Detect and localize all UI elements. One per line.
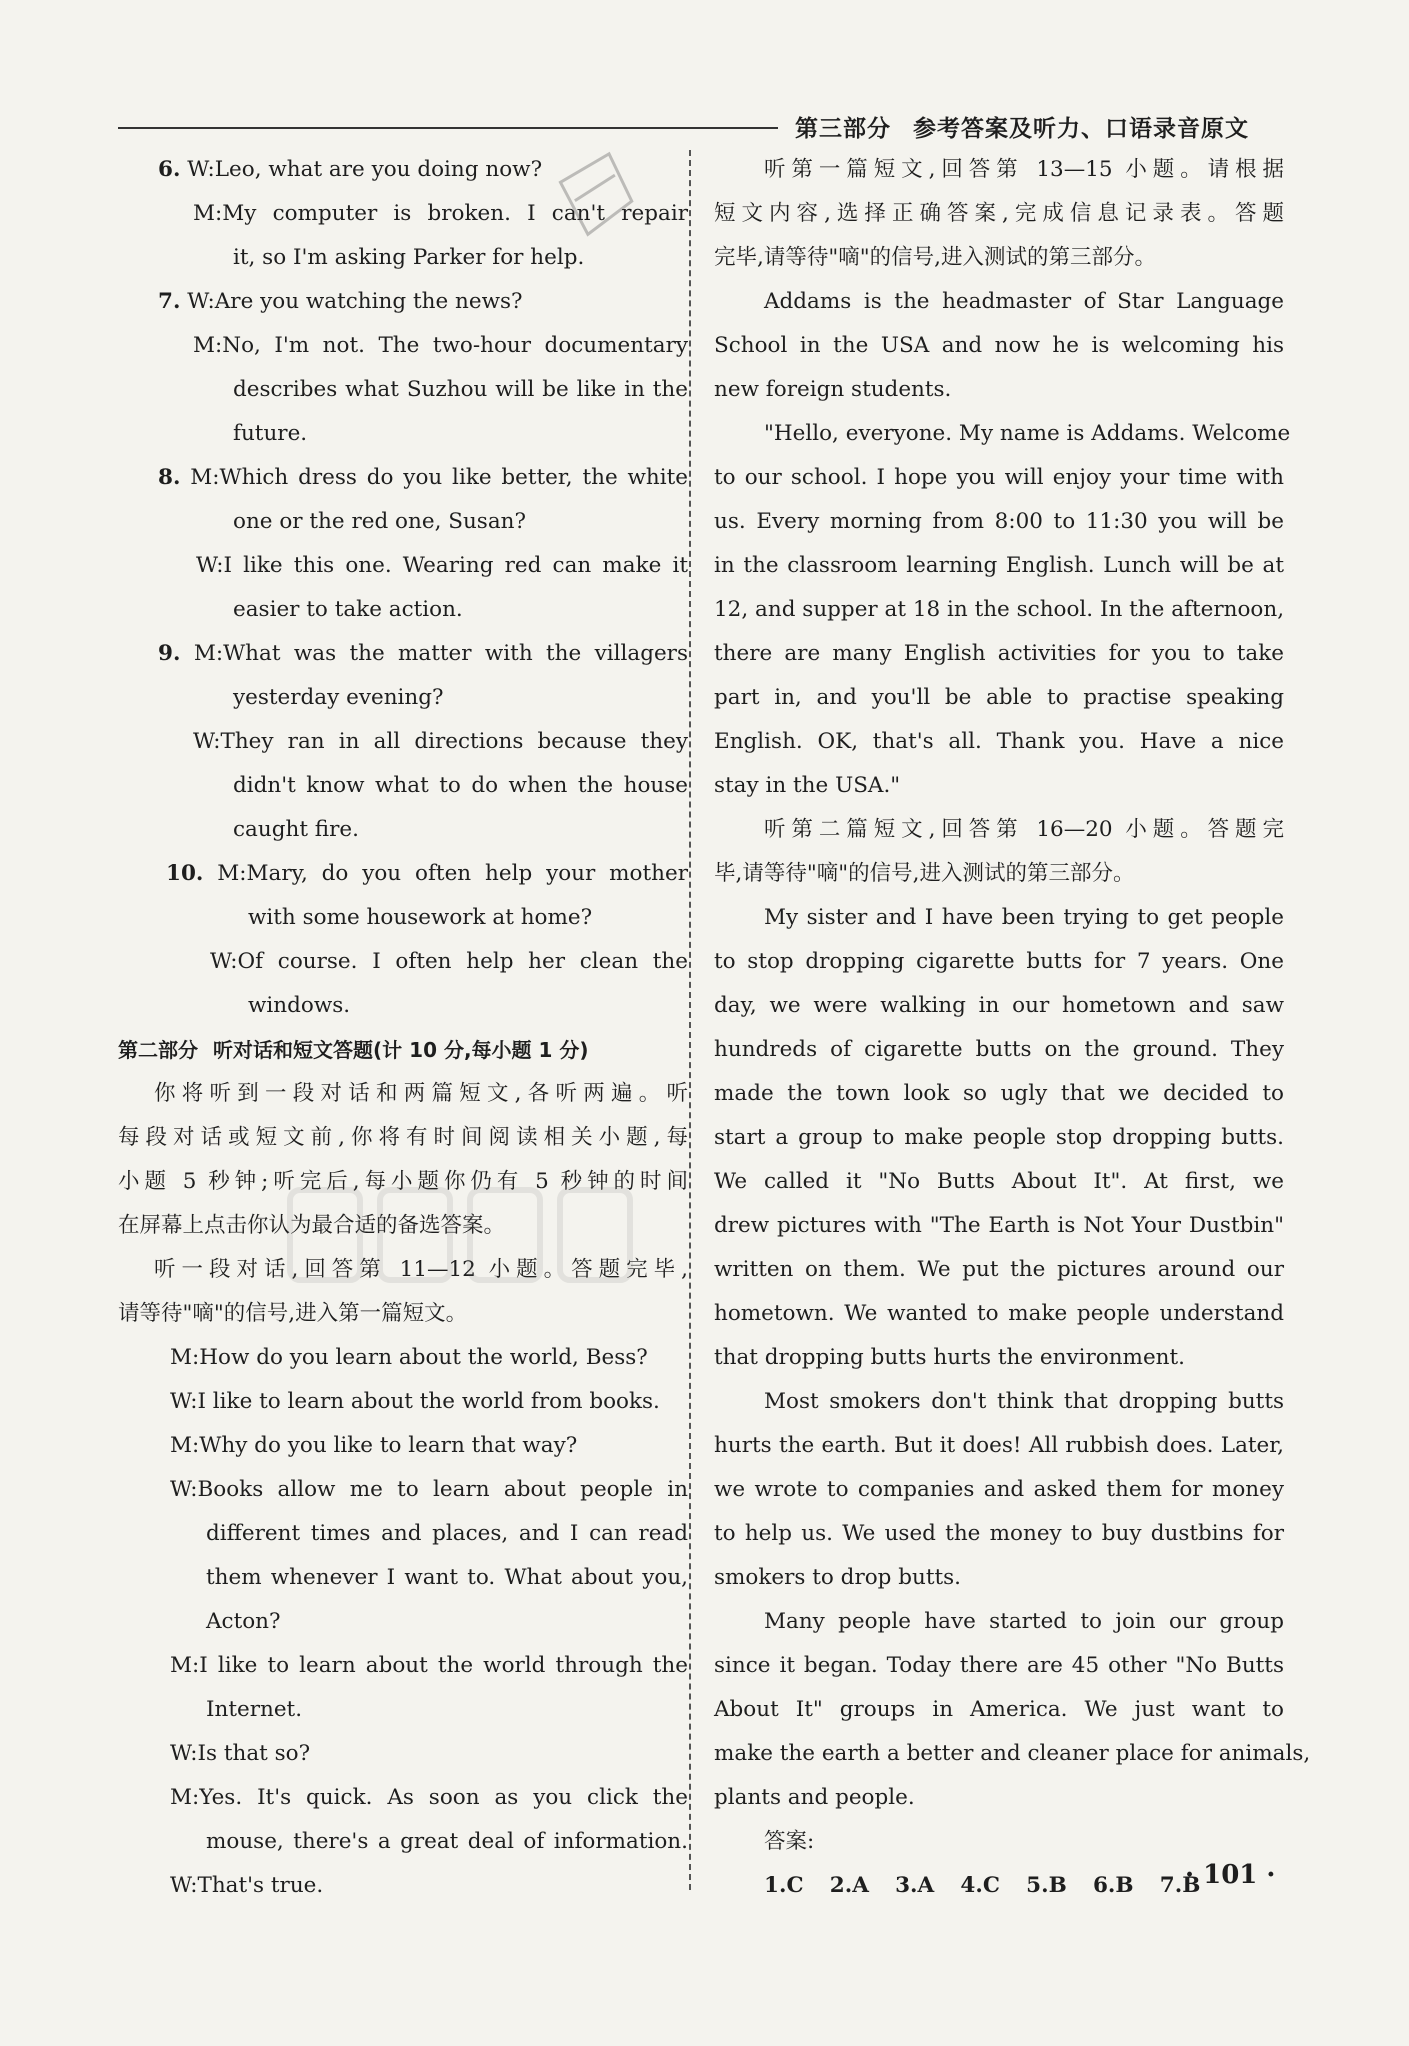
dialogue-line: 6. W:Leo, what are you doing now?	[158, 157, 543, 182]
dialogue-line: W:That's true.	[170, 1873, 324, 1898]
paragraph-line: 短文内容,选择正确答案,完成信息记录表。答题	[714, 201, 1284, 226]
dialogue-line: yesterday evening?	[233, 685, 444, 710]
dialogue-line: them whenever I want to. What about you,	[206, 1565, 688, 1590]
header-title: 参考答案及听力、口语录音原文	[913, 116, 1249, 142]
paragraph-line: part in, and you'll be able to practise speaking	[714, 685, 1284, 710]
paragraph-line: that dropping butts hurts the environment.	[714, 1345, 1185, 1370]
dialogue-line: mouse, there's a great deal of information.	[206, 1829, 688, 1854]
dialogue-line: W:Books allow me to learn about people in	[170, 1477, 688, 1502]
paragraph-line: 听第一篇短文,回答第 13—15 小题。请根据	[764, 157, 1284, 182]
paragraph-line: to stop dropping cigarette butts for 7 years. One	[714, 949, 1284, 974]
dialogue-line: M:My computer is broken. I can't repair	[193, 201, 688, 226]
paragraph-line: written on them. We put the pictures around our	[714, 1257, 1284, 1282]
paragraph-line: since it began. Today there are 45 other "No Butts	[714, 1653, 1284, 1678]
paragraph-line: 听第二篇短文,回答第 16—20 小题。答题完	[764, 817, 1284, 842]
dialogue-line: it, so I'm asking Parker for help.	[233, 245, 585, 270]
paragraph-line: day, we were walking in our hometown and saw	[714, 993, 1284, 1018]
paragraph-line: to help us. We used the money to buy dustbins for	[714, 1521, 1284, 1546]
paragraph-line: We called it "No Butts About It". At first, we	[714, 1169, 1284, 1194]
header-rule	[118, 127, 778, 129]
paragraph-line: plants and people.	[714, 1785, 915, 1810]
answer-item: 3.A	[895, 1873, 935, 1898]
paragraph-line: School in the USA and now he is welcoming his	[714, 333, 1284, 358]
dialogue-line: Internet.	[206, 1697, 303, 1722]
paragraph-line: Most smokers don't think that dropping butts	[764, 1389, 1284, 1414]
paragraph-line: 12, and supper at 18 in the school. In the afternoon,	[714, 597, 1285, 622]
paragraph-line: 请等待"嘀"的信号,进入第一篇短文。	[118, 1301, 468, 1326]
dialogue-line: M:Why do you like to learn that way?	[170, 1433, 578, 1458]
paragraph-line: in the classroom learning English. Lunch will be at	[714, 553, 1284, 578]
dialogue-line: one or the red one, Susan?	[233, 509, 527, 534]
dialogue-line: future.	[233, 421, 308, 446]
answer-item: 6.B	[1092, 1873, 1134, 1898]
dialogue-line: W:I like this one. Wearing red can make it	[196, 553, 688, 578]
answer-item: 1.C	[764, 1873, 804, 1898]
paragraph-line: there are many English activities for you to take	[714, 641, 1284, 666]
paragraph-line: 每段对话或短文前,你将有时间阅读相关小题,每	[118, 1125, 688, 1150]
answer-item: 5.B	[1026, 1873, 1067, 1898]
dialogue-line: M:No, I'm not. The two-hour documentary	[193, 333, 688, 358]
dialogue-line: M:I like to learn about the world through the	[170, 1653, 688, 1678]
dialogue-line: M:How do you learn about the world, Bess?	[170, 1345, 648, 1370]
dialogue-line: describes what Suzhou will be like in the	[233, 377, 688, 402]
paragraph-line: Addams is the headmaster of Star Language	[764, 289, 1284, 314]
dialogue-line: W:They ran in all directions because they	[193, 729, 688, 754]
paragraph-line: smokers to drop butts.	[714, 1565, 962, 1590]
dialogue-line: with some housework at home?	[248, 905, 593, 930]
paragraph-line: stay in the USA."	[714, 773, 901, 798]
paragraph-line: 听一段对话,回答第 11—12 小题。答题完毕,	[154, 1257, 688, 1282]
paragraph-line: we wrote to companies and asked them for money	[714, 1477, 1284, 1502]
dialogue-line: different times and places, and I can read	[206, 1521, 688, 1546]
dialogue-line: easier to take action.	[233, 597, 463, 622]
paragraph-line: 完毕,请等待"嘀"的信号,进入测试的第三部分。	[714, 245, 1156, 270]
dialogue-line: 8. M:Which dress do you like better, the white	[158, 465, 688, 490]
paragraph-line: Many people have started to join our group	[764, 1609, 1284, 1634]
dialogue-line: W:Of course. I often help her clean the	[210, 949, 688, 974]
dialogue-line: W:I like to learn about the world from books.	[170, 1389, 660, 1414]
dialogue-line: didn't know what to do when the house	[233, 773, 688, 798]
dialogue-line: caught fire.	[233, 817, 359, 842]
page-number: · 101 ·	[1185, 1860, 1276, 1890]
paragraph-line: start a group to make people stop dropping butts.	[714, 1125, 1284, 1150]
paragraph-line: 小题 5 秒钟;听完后,每小题你仍有 5 秒钟的时间	[118, 1169, 688, 1194]
dialogue-line: Acton?	[206, 1609, 281, 1634]
answer-item: 2.A	[829, 1873, 869, 1898]
answer-item: 4.C	[960, 1873, 1000, 1898]
running-header	[795, 110, 1249, 143]
paragraph-line: 毕,请等待"嘀"的信号,进入测试的第三部分。	[714, 861, 1135, 886]
paragraph-line: 在屏幕上点击你认为最合适的备选答案。	[118, 1213, 506, 1238]
dialogue-line: 7. W:Are you watching the news?	[158, 289, 523, 314]
dialogue-line: W:Is that so?	[170, 1741, 311, 1766]
section-heading: 第二部分 听对话和短文答题(计 10 分,每小题 1 分)	[118, 1038, 589, 1062]
paragraph-line: hundreds of cigarette butts on the ground. They	[714, 1037, 1284, 1062]
dialogue-line: windows.	[248, 993, 351, 1018]
answer-label: 答案:	[764, 1829, 815, 1854]
dialogue-line: 9. M:What was the matter with the villagers	[158, 641, 688, 666]
paragraph-line: to our school. I hope you will enjoy your time with	[714, 465, 1284, 490]
dialogue-line: M:Yes. It's quick. As soon as you click the	[170, 1785, 688, 1810]
paragraph-line: drew pictures with "The Earth is Not Your Dustbin"	[714, 1213, 1284, 1238]
paragraph-line: made the town look so ugly that we decided to	[714, 1081, 1284, 1106]
paragraph-line: 你将听到一段对话和两篇短文,各听两遍。听	[154, 1081, 688, 1106]
paragraph-line: us. Every morning from 8:00 to 11:30 you will be	[714, 509, 1284, 534]
paragraph-line: About It" groups in America. We just want to	[714, 1697, 1284, 1722]
paragraph-line: new foreign students.	[714, 377, 952, 402]
column-divider	[689, 150, 691, 1890]
paragraph-line: My sister and I have been trying to get people	[764, 905, 1284, 930]
paragraph-line: hometown. We wanted to make people understand	[714, 1301, 1284, 1326]
header-part: 第三部分	[795, 116, 891, 142]
paragraph-line: "Hello, everyone. My name is Addams. Welcome	[764, 421, 1291, 446]
dialogue-line: 10. M:Mary, do you often help your mother	[166, 861, 688, 886]
paragraph-line: make the earth a better and cleaner place for animals,	[714, 1741, 1311, 1766]
paragraph-line: English. OK, that's all. Thank you. Have a nice	[714, 729, 1284, 754]
paragraph-line: hurts the earth. But it does! All rubbish does. Later,	[714, 1433, 1284, 1458]
answer-item: 7.B	[1159, 1873, 1201, 1898]
